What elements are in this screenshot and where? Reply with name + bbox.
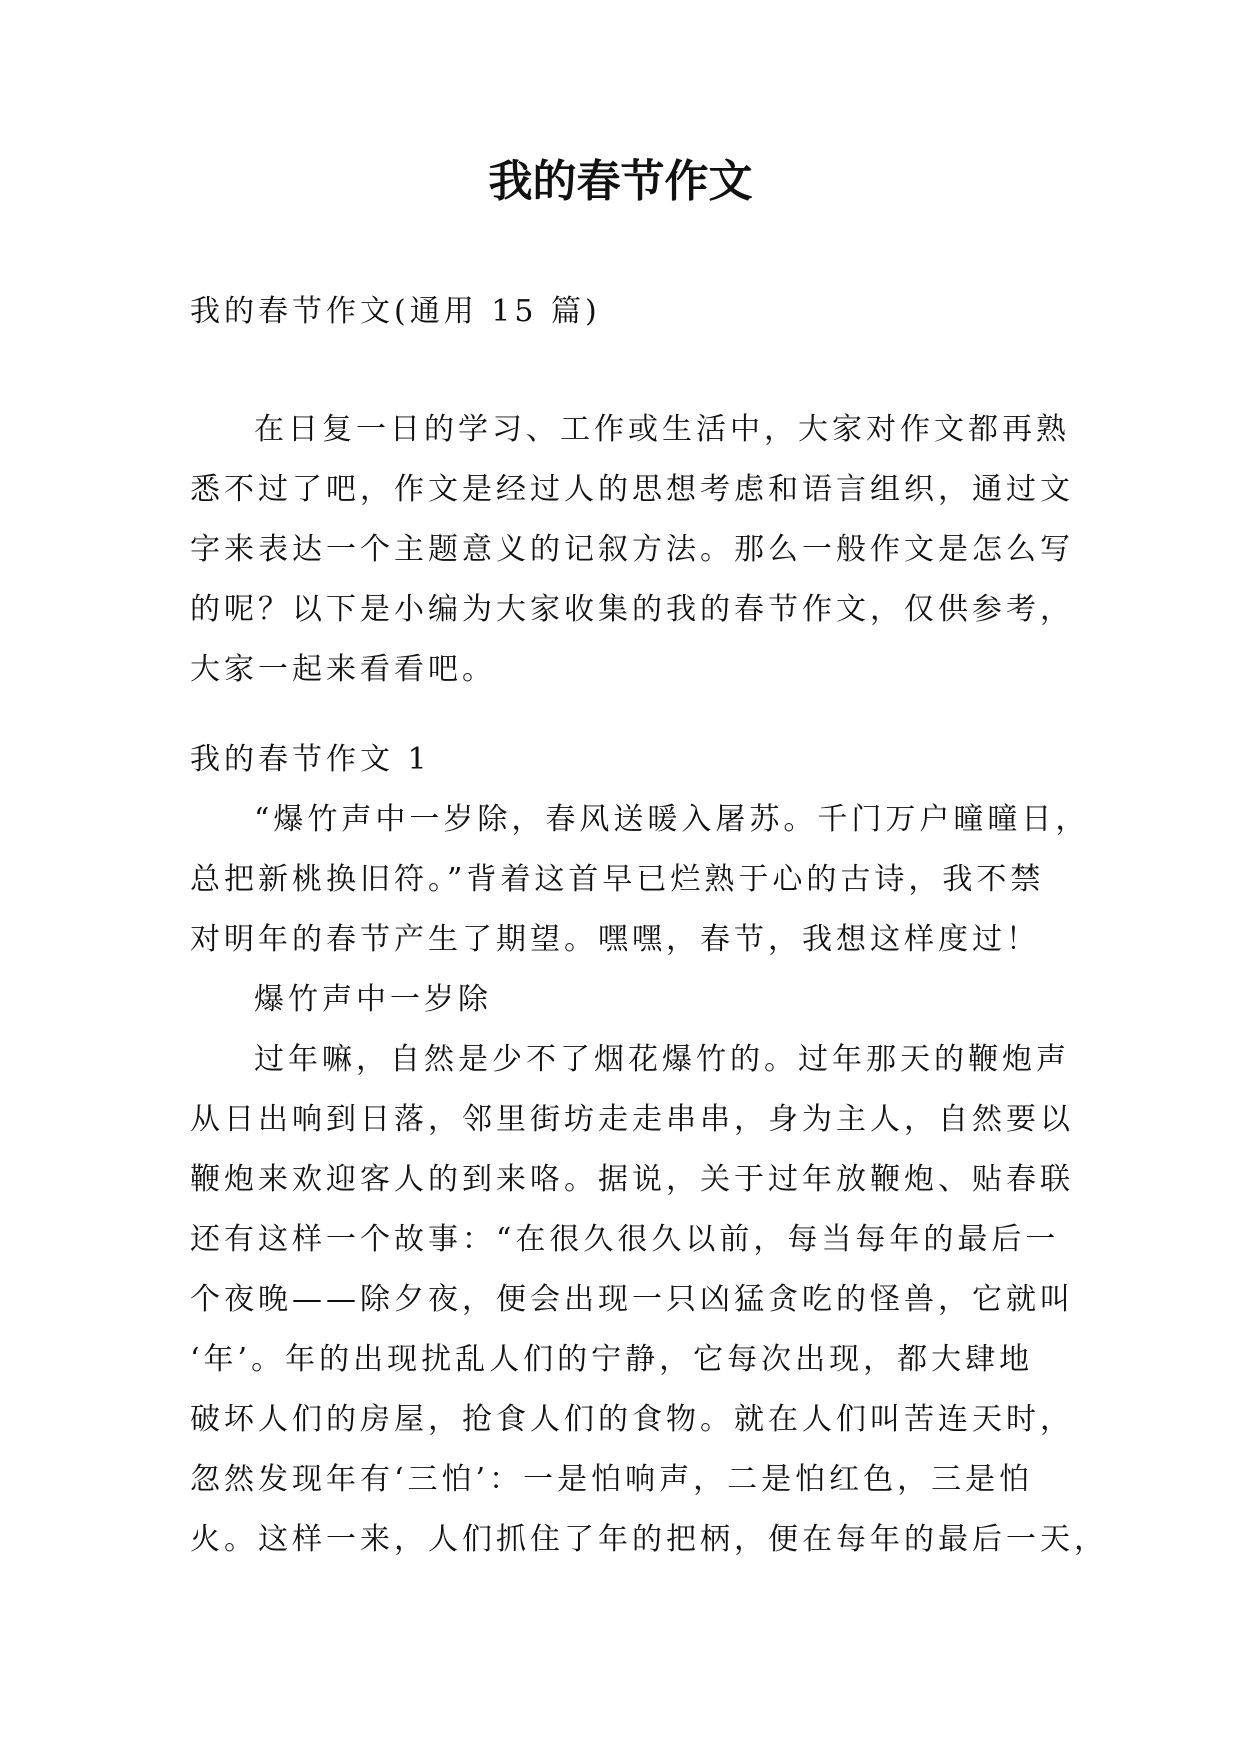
intro-line: 大家一起来看看吧。 <box>190 652 496 687</box>
essay-line: ‘年’。年的出现扰乱人们的宁静，它每次出现，都大肆地 <box>190 1342 1034 1377</box>
intro-paragraph <box>190 400 1074 700</box>
essay-line: 忽然发现年有‘三怕’：一是怕响声，二是怕红色，三是怕 <box>190 1462 1034 1497</box>
document-subtitle: 我的春节作文(通用 15 篇) <box>190 294 601 329</box>
intro-line: 在日复一日的学习、工作或生活中，大家对作文都再熟 <box>254 412 1070 447</box>
intro-line: 的呢？以下是小编为大家收集的我的春节作文，仅供参考， <box>190 592 1074 627</box>
essay-body <box>190 790 1108 1570</box>
essay-line: 对明年的春节产生了期望。嘿嘿，春节，我想这样度过！ <box>190 922 1040 957</box>
essay-line: 过年嘛，自然是少不了烟花爆竹的。过年那天的鞭炮声 <box>254 1042 1070 1077</box>
essay-line: 破坏人们的房屋，抢食人们的食物。就在人们叫苦连天时， <box>190 1402 1074 1437</box>
essay-line: 还有这样一个故事：“在很久很久以前，每当每年的最后一 <box>190 1222 1060 1257</box>
intro-line: 悉不过了吧，作文是经过人的思想考虑和语言组织，通过文 <box>190 472 1074 507</box>
section-heading: 我的春节作文 1 <box>190 742 431 777</box>
essay-line: 总把新桃换旧符。”背着这首早已烂熟于心的古诗，我不禁 <box>190 862 1045 897</box>
intro-line: 字来表达一个主题意义的记叙方法。那么一般作文是怎么写 <box>190 532 1074 567</box>
essay-line: 个夜晚——除夕夜，便会出现一只凶猛贪吃的怪兽，它就叫 <box>190 1282 1074 1317</box>
essay-line: “爆竹声中一岁除，春风送暖入屠苏。千门万户曈曈日， <box>254 802 1090 837</box>
document-title: 我的春节作文 <box>488 156 753 207</box>
essay-subheading: 爆竹声中一岁除 <box>254 982 492 1017</box>
essay-line: 火。这样一来，人们抓住了年的把柄，便在每年的最后一天， <box>190 1522 1108 1557</box>
essay-line: 从日出响到日落，邻里街坊走走串串，身为主人，自然要以 <box>190 1102 1074 1137</box>
essay-line: 鞭炮来欢迎客人的到来咯。据说，关于过年放鞭炮、贴春联 <box>190 1162 1074 1197</box>
